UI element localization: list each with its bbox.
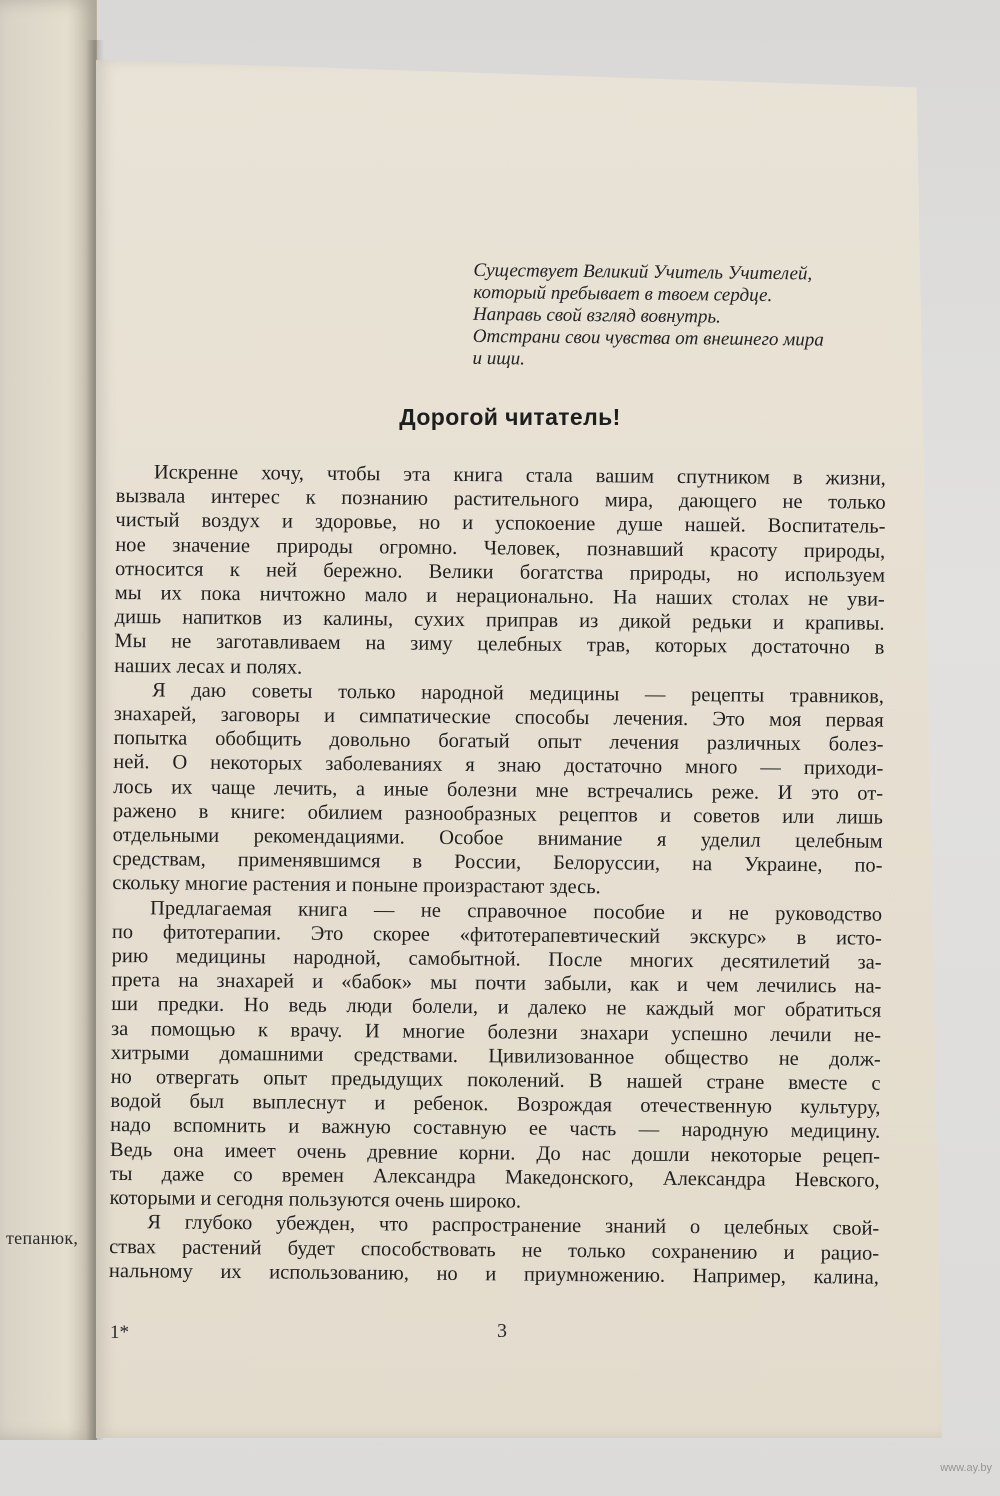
paragraph-line: надо вспомнить и важную составную ее часть — народную медицину. bbox=[110, 1114, 881, 1144]
paragraph-line: отдельными рекомендациями. Особое внимание я уделил целебным bbox=[112, 824, 883, 853]
epigraph bbox=[472, 260, 873, 374]
paragraph-line: ствах растений будет способствовать не только сохранению и рацио- bbox=[109, 1235, 880, 1265]
paragraph-line: мы их пока ничтожно мало и нерационально. На наших столах не уви- bbox=[114, 582, 885, 611]
paragraph-line: наших лесах и полях. bbox=[114, 654, 303, 679]
paragraph-line: ши предки. Но ведь люди болели, и далеко не каждый мог обратиться bbox=[111, 993, 882, 1023]
paragraph-line: Я даю советы только народной медицины — рецепты травников, bbox=[151, 679, 885, 708]
paragraph-line: но отвергать опыт предыдущих поколений. В нашей стране вместе с bbox=[110, 1066, 881, 1095]
paragraph-line: хитрыми домашними средствами. Цивилизованное общество не долж- bbox=[110, 1041, 881, 1071]
paragraph-line: чистый воздух и здоровье, но и успокоение душе нашей. Воспитатель- bbox=[115, 509, 886, 539]
paragraph-line: рию медицины народной, самобытной. После многих десятилетий за- bbox=[111, 945, 882, 974]
page-title: Дорогой читатель! bbox=[399, 404, 621, 430]
epigraph-line: и ищи. bbox=[472, 347, 526, 370]
paragraph-line: ражено в книге: обилием разнообразных рецептов и советов или лишь bbox=[112, 799, 884, 829]
paragraph-line: нальному их использованию, но и приумножению. Например, калина, bbox=[108, 1259, 879, 1289]
epigraph-line: Отстрани свои чувства от внешнего мира bbox=[472, 325, 824, 351]
paragraph-line: Мы не заготавливаем на зиму целебных трав, которых достаточно в bbox=[114, 630, 885, 660]
paragraph-line: вызвала интерес к познанию растительного мира, дающего не только bbox=[115, 485, 886, 514]
paragraph-line: ное значение природы огромно. Человек, познавший красоту природы, bbox=[115, 533, 886, 563]
paragraph-line: знахарей, заговоры и симпатические способы лечения. Это моя первая bbox=[113, 703, 884, 732]
paragraph-line: дишь напитков из калины, сухих приправ из дикой редьки и крапивы. bbox=[114, 606, 885, 635]
paragraph-line: скольку многие растения и поныне произрастают здесь. bbox=[112, 872, 601, 899]
paragraph-line: Я глубоко убежден, что распространение знаний о целебных свой- bbox=[147, 1211, 880, 1240]
body-text bbox=[109, 460, 886, 1290]
epigraph-line: Направь свой взгляд вовнутрь. bbox=[472, 303, 721, 328]
paragraph-line: Ведь она имеет очень древние корни. До нас дошли некоторые рецеп- bbox=[109, 1138, 881, 1168]
paragraph-line: ты даже со времен Александра Македонского, Александра Невского, bbox=[109, 1162, 880, 1192]
paragraph-line: по фитотерапии. Это скорее «фитотерапевтический экскурс» в исто- bbox=[111, 920, 882, 950]
previous-page-text-fragment: тепанюк, bbox=[6, 1228, 79, 1248]
page-number: 3 bbox=[497, 1320, 507, 1342]
paragraph-line: водой был выплеснут и ребенок. Возрождая отечественную культуру, bbox=[110, 1090, 881, 1119]
paragraph-line: относится к ней бережно. Велики богатства природы, но используем bbox=[114, 557, 886, 587]
epigraph-line: который пребывает в твоем сердце. bbox=[473, 281, 773, 307]
paragraph-line: попытка обобщить довольно богатый опыт лечения различных болез- bbox=[113, 727, 884, 756]
paragraph-line: прета на знахарей и «бабок» мы почти забыли, как и чем лечились на- bbox=[111, 969, 882, 998]
epigraph-line: Существует Великий Учитель Учителей, bbox=[473, 259, 813, 285]
paragraph-line: которыми и сегодня пользуются очень широко. bbox=[109, 1187, 522, 1213]
paragraph-line: лось их чаще лечить, а иные болезни мне встречались реже. И это от- bbox=[113, 775, 884, 805]
paragraph-line: Искренне хочу, чтобы эта книга стала вашим спутником в жизни, bbox=[153, 461, 886, 490]
paragraph-line: средствам, применявшимся в России, Белоруссии, на Украине, по- bbox=[112, 848, 883, 877]
watermark: www.ay.by bbox=[940, 1462, 992, 1474]
paragraph-line: за помощью к врачу. И многие болезни знахари успешно лечили не- bbox=[110, 1017, 882, 1047]
signature-mark: 1* bbox=[110, 1322, 129, 1343]
previous-page-edge bbox=[0, 0, 97, 1440]
paragraph-line: Предлагаемая книга — не справочное пособие и не руководство bbox=[149, 896, 883, 926]
paragraph-line: ней. О некоторых заболеваниях я знаю достаточно много — приходи- bbox=[113, 751, 884, 781]
